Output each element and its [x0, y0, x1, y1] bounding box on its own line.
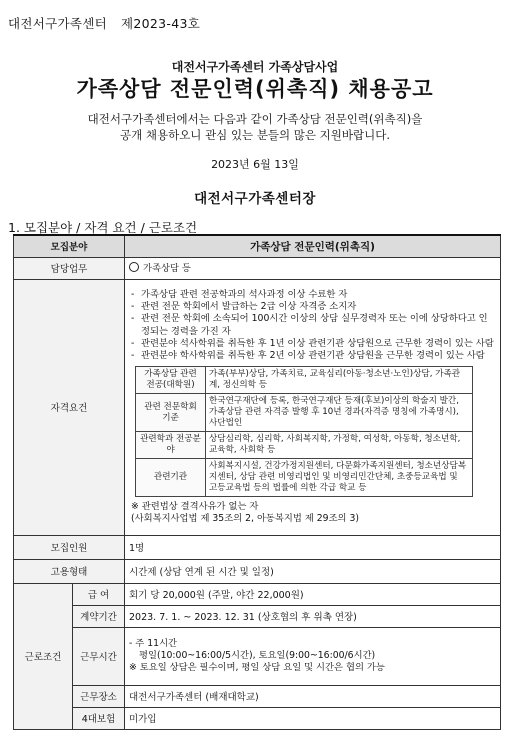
- table-row-contract: [14, 605, 501, 627]
- salary-label: 급 여: [73, 583, 125, 605]
- qual-item: - 가족상담 관련 전공학과의 석사과정 이상 수료한 자: [129, 289, 496, 301]
- recruit-value: 1명: [125, 535, 501, 559]
- subtable-value: 가족(부부)상담, 가족치료, 교육심리(아동·청소년·노인)상담, 가족관계, 정신의학 등: [206, 367, 473, 394]
- table-row-employment: [14, 559, 501, 583]
- hours-label: 근무시간: [73, 627, 125, 685]
- subtable-label: 관련학과 전공분야: [136, 432, 206, 459]
- table-header-row: [14, 235, 501, 257]
- qual-item: - 관련분야 학사학위를 취득한 후 2년 이상 관련기관 상담원을 근무한 경력이 있는 사람: [129, 350, 496, 362]
- table-row-insurance: [14, 707, 501, 729]
- qual-detail-subtable: [135, 366, 473, 497]
- subtable-value: 사회복지시설, 건강가정지원센터, 다문화가족지원센터, 청소년상담복지센터, 상담 관련 비영리법인 및 비영리민간단체, 초중등교육법 및 고등교육법 등의 법률에 의한 각급 학교 등: [206, 459, 473, 497]
- table-row-place: [14, 685, 501, 707]
- subtable-row: [136, 394, 473, 432]
- header-org-name: 대전서구가족센터: [8, 16, 108, 31]
- subtable-value: 한국연구재단에 등록, 한국연구재단 등재(후보)이상의 학술지 발간, 가족상담 관련 자격증 발행 후 10년 경과(자격증 명칭에 가족명시), 사단법인: [206, 394, 473, 432]
- duty-label: 담당업무: [14, 257, 125, 279]
- salary-value: 회기 당 20,000원 (주말, 야간 22,000원): [125, 583, 501, 605]
- subtable-row: [136, 459, 473, 497]
- section-1-title: 1. 모집분야 / 자격 요건 / 근로조건: [8, 220, 198, 235]
- contract-value: 2023. 7. 1. ~ 2023. 12. 31 (상호협의 후 위촉 연장): [125, 605, 501, 627]
- subtable-row: [136, 367, 473, 394]
- contract-label: 계약기간: [73, 605, 125, 627]
- place-value: 대전서구가족센터 (배재대학교): [125, 685, 501, 707]
- table-row-recruit: [14, 535, 501, 559]
- hours-line: ※ 토요일 상담은 필수이며, 평일 상담 요일 및 시간은 협의 가능: [129, 662, 385, 673]
- qual-note: ※ 관련법상 결격사유가 없는 자: [131, 501, 259, 513]
- subtable-row: [136, 432, 473, 459]
- qual-cell: [125, 279, 501, 535]
- insurance-label: 4대보험: [73, 707, 125, 729]
- hours-line: 평일(10:00~16:00/5시간), 토요일(9:00~16:00/6시간): [139, 650, 376, 661]
- intro-line-1: 대전서구가족센터에서는 다음과 같이 가족상담 전문인력(위촉직)을: [87, 112, 423, 126]
- subtable-label: 관련 전문학회 기준: [136, 394, 206, 432]
- field-header-value: 가족상담 전문인력(위촉직): [125, 235, 501, 257]
- duty-cell: [125, 257, 501, 279]
- place-label: 근무장소: [73, 685, 125, 707]
- recruitment-table: [13, 234, 501, 730]
- qual-note: (사회복지사업법 제 35조의 2, 아동복지법 제 29조의 3): [131, 513, 360, 525]
- intro-paragraph: [0, 111, 510, 143]
- employ-value: 시간제 (상담 연계 된 시간 및 일정): [125, 559, 501, 583]
- intro-line-2: 공개 채용하오니 관심 있는 분들의 많은 지원바랍니다.: [120, 128, 390, 142]
- subtable-value: 상담심리학, 심리학, 사회복지학, 가정학, 여성학, 아동학, 청소년학, 교육학, 사회학 등: [206, 432, 473, 459]
- qual-item: - 관련 전문 학회에서 발급하는 2급 이상 자격증 소지자: [129, 301, 496, 313]
- hours-line: - 주 11시간: [129, 638, 178, 649]
- issuer-name: 대전서구가족센터장: [194, 191, 316, 207]
- insurance-value: 미가입: [125, 707, 501, 729]
- col-header-field: 모집분야: [14, 235, 125, 257]
- qual-notes: [129, 499, 496, 528]
- hours-cell: [125, 627, 501, 685]
- table-row-duty: [14, 257, 501, 279]
- page-title: 가족상담 전문인력(위촉직) 채용공고: [76, 77, 434, 101]
- recruit-label: 모집인원: [14, 535, 125, 559]
- circle-bullet-icon: [129, 262, 139, 272]
- work-label: 근로조건: [14, 583, 73, 729]
- document-number-line: [8, 14, 200, 32]
- qual-list: [129, 286, 496, 365]
- subtable-label: 관련기관: [136, 459, 206, 497]
- subtable-label: 가족상담 관련 전공(대학원): [136, 367, 206, 394]
- header-doc-number: 제2023-43호: [121, 16, 201, 31]
- qual-item: - 관련분야 석사학위를 취득한 후 1년 이상 관련기관 상담원으로 근무한 경력이 있는 사람: [129, 338, 496, 350]
- qual-label: 자격요건: [14, 279, 125, 535]
- org-project-title: 대전서구가족센터 가족상담사업: [171, 60, 339, 74]
- table-row-salary: [14, 583, 501, 605]
- duty-value: 가족상담 등: [143, 262, 191, 274]
- employ-label: 고용형태: [14, 559, 125, 583]
- notice-date: 2023년 6월 13일: [211, 158, 299, 171]
- table-row-hours: [14, 627, 501, 685]
- table-row-qualifications: [14, 279, 501, 535]
- qual-item: - 관련 전문 학회에 소속되어 100시간 이상의 상담 실무경력자 또는 이에 상당하다고 인정되는 경력을 가진 자: [129, 313, 496, 338]
